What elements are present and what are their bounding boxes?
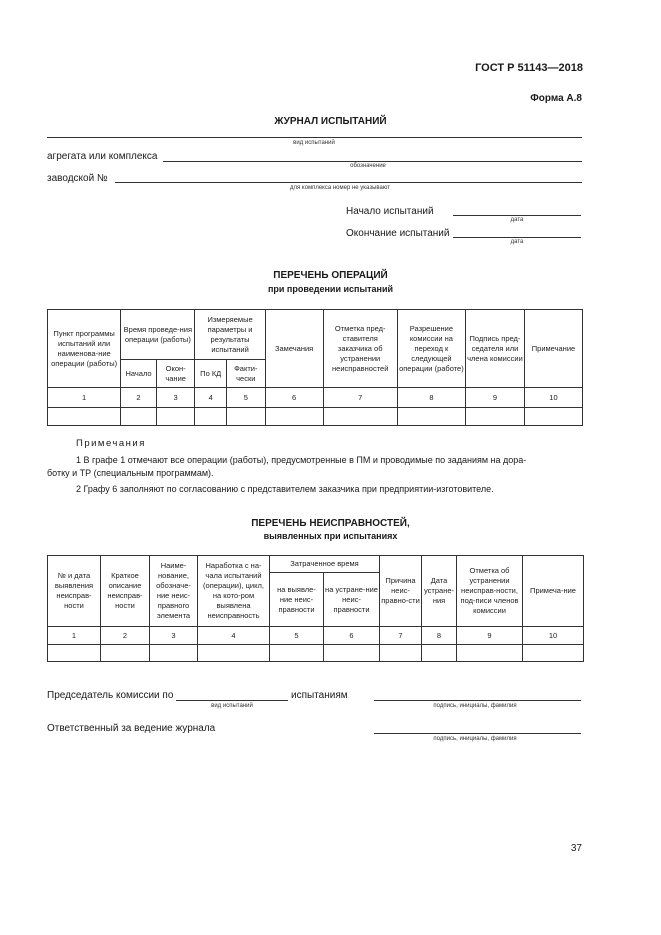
ops-title: ПЕРЕЧЕНЬ ОПЕРАЦИЙ: [273, 270, 388, 281]
faults-header-operating-time: Наработка с на-чала испытаний (операции), цикл, на кото-ром выявлена неисправность: [198, 556, 270, 627]
ops-header-remarks: Замечания: [265, 310, 323, 388]
ops-col-number: 4: [195, 388, 227, 408]
operations-table: [47, 309, 583, 426]
faults-col-number: 9: [457, 627, 523, 645]
faults-subtitle: выявленных при испытаниях: [263, 531, 398, 541]
unit-line: [163, 161, 582, 162]
ops-header-note: Примечание: [524, 310, 582, 388]
standard-number: ГОСТ Р 51143—2018: [475, 62, 583, 74]
faults-header-note: Примеча-ние: [523, 556, 584, 627]
faults-col-number: 7: [380, 627, 422, 645]
end-label: Окончание испытаний: [346, 228, 450, 239]
chair-test-type-line: [176, 700, 288, 701]
ops-header-end: Окон-чание: [156, 360, 195, 388]
page-number: 37: [570, 843, 582, 854]
chair-label-prefix: Председатель комиссии по: [47, 690, 174, 701]
faults-header-description: Краткое описание неисправ-ности: [101, 556, 150, 627]
ops-col-number: 9: [465, 388, 524, 408]
ops-col-number: 8: [397, 388, 465, 408]
ops-header-params: Измеряемые параметры и результаты испытаний: [195, 310, 265, 360]
caption-serial: для комплекса номер не указывают: [290, 185, 390, 191]
faults-col-number: 4: [198, 627, 270, 645]
ops-header-actual: Факти-чески: [226, 360, 265, 388]
faults-table: [47, 555, 584, 662]
ops-header-signature: Подпись пред-седателя или члена комиссии: [465, 310, 524, 388]
chair-label-suffix: испытаниям: [291, 690, 348, 701]
ops-header-customer-mark: Отметка пред-ставителя заказчика об устранении неисправностей: [323, 310, 397, 388]
faults-col-number: 1: [48, 627, 101, 645]
faults-col-number: 2: [101, 627, 150, 645]
ops-header-time: Время проведе-ния операции (работы): [121, 310, 195, 360]
ops-subtitle: при проведении испытаний: [267, 284, 394, 294]
notes-title: Примечания: [76, 438, 146, 449]
chair-signature-line: [374, 700, 581, 701]
ops-header-permission: Разрешение комиссии на переход к следующей операции (работе): [397, 310, 465, 388]
faults-header-time-spent: Затраченное время: [270, 556, 380, 573]
faults-col-number: 8: [422, 627, 457, 645]
form-number: Форма А.8: [530, 93, 582, 104]
start-label: Начало испытаний: [346, 206, 434, 217]
caption-start-date: дата: [510, 217, 524, 223]
faults-col-number: 5: [270, 627, 324, 645]
serial-line: [115, 182, 582, 183]
faults-col-number: 3: [150, 627, 198, 645]
faults-header-element: Наиме-нование, обозначе-ние неис-правного элемента: [150, 556, 198, 627]
serial-label: заводской №: [47, 173, 108, 184]
caption-end-date: дата: [510, 239, 524, 245]
note-1-line-2: ботку и ТР (специальным программам).: [47, 468, 214, 478]
caption-designation: обозначение: [350, 163, 386, 169]
start-line: [453, 215, 581, 216]
responsible-label: Ответственный за ведение журнала: [47, 723, 216, 734]
faults-header-fix-mark: Отметка об устранении неисправ-ности, под-писи членов комиссии: [457, 556, 523, 627]
note-1-line-1: 1 В графе 1 отмечают все операции (работы), предусмотренные в ПМ и проводимые по заданиям на дора-: [76, 455, 527, 465]
note-2: 2 Графу 6 заполняют по согласованию с представителем заказчика при предприятии-изготовителе.: [76, 484, 494, 494]
ops-header-item: Пункт программы испытаний или наименова-ние операции (работы): [48, 310, 121, 388]
caption-chair-test-type: вид испытаний: [211, 703, 253, 709]
faults-header-cause: Причина неис-правно-сти: [380, 556, 422, 627]
faults-empty-row: [48, 645, 584, 662]
faults-header-detection: на выявле-ние неис-правности: [270, 573, 324, 627]
responsible-signature-line: [374, 733, 581, 734]
journal-title: ЖУРНАЛ ИСПЫТАНИЙ: [274, 116, 387, 127]
ops-empty-row: [48, 408, 583, 426]
ops-col-number: 3: [156, 388, 195, 408]
caption-chair-signature: подпись, инициалы, фамилия: [433, 703, 517, 709]
faults-header-id-date: № и дата выявления неисправ-ности: [48, 556, 101, 627]
ops-col-number: 2: [121, 388, 157, 408]
faults-col-number: 10: [523, 627, 584, 645]
ops-col-number: 7: [323, 388, 397, 408]
ops-col-number: 10: [524, 388, 582, 408]
test-type-line: [47, 137, 582, 138]
faults-col-number: 6: [324, 627, 380, 645]
ops-col-number: 1: [48, 388, 121, 408]
ops-header-start: Начало: [121, 360, 157, 388]
caption-test-type: вид испытаний: [293, 140, 335, 146]
faults-header-elimination: на устране-ние неис-правности: [324, 573, 380, 627]
end-line: [453, 237, 581, 238]
ops-col-number: 5: [226, 388, 265, 408]
faults-title: ПЕРЕЧЕНЬ НЕИСПРАВНОСТЕЙ,: [251, 518, 410, 529]
ops-col-number: 6: [265, 388, 323, 408]
caption-responsible-signature: подпись, инициалы, фамилия: [433, 736, 517, 742]
unit-label: агрегата или комплекса: [47, 151, 158, 162]
ops-header-by-kd: По КД: [195, 360, 227, 388]
faults-header-fix-date: Дата устране-ния: [422, 556, 457, 627]
